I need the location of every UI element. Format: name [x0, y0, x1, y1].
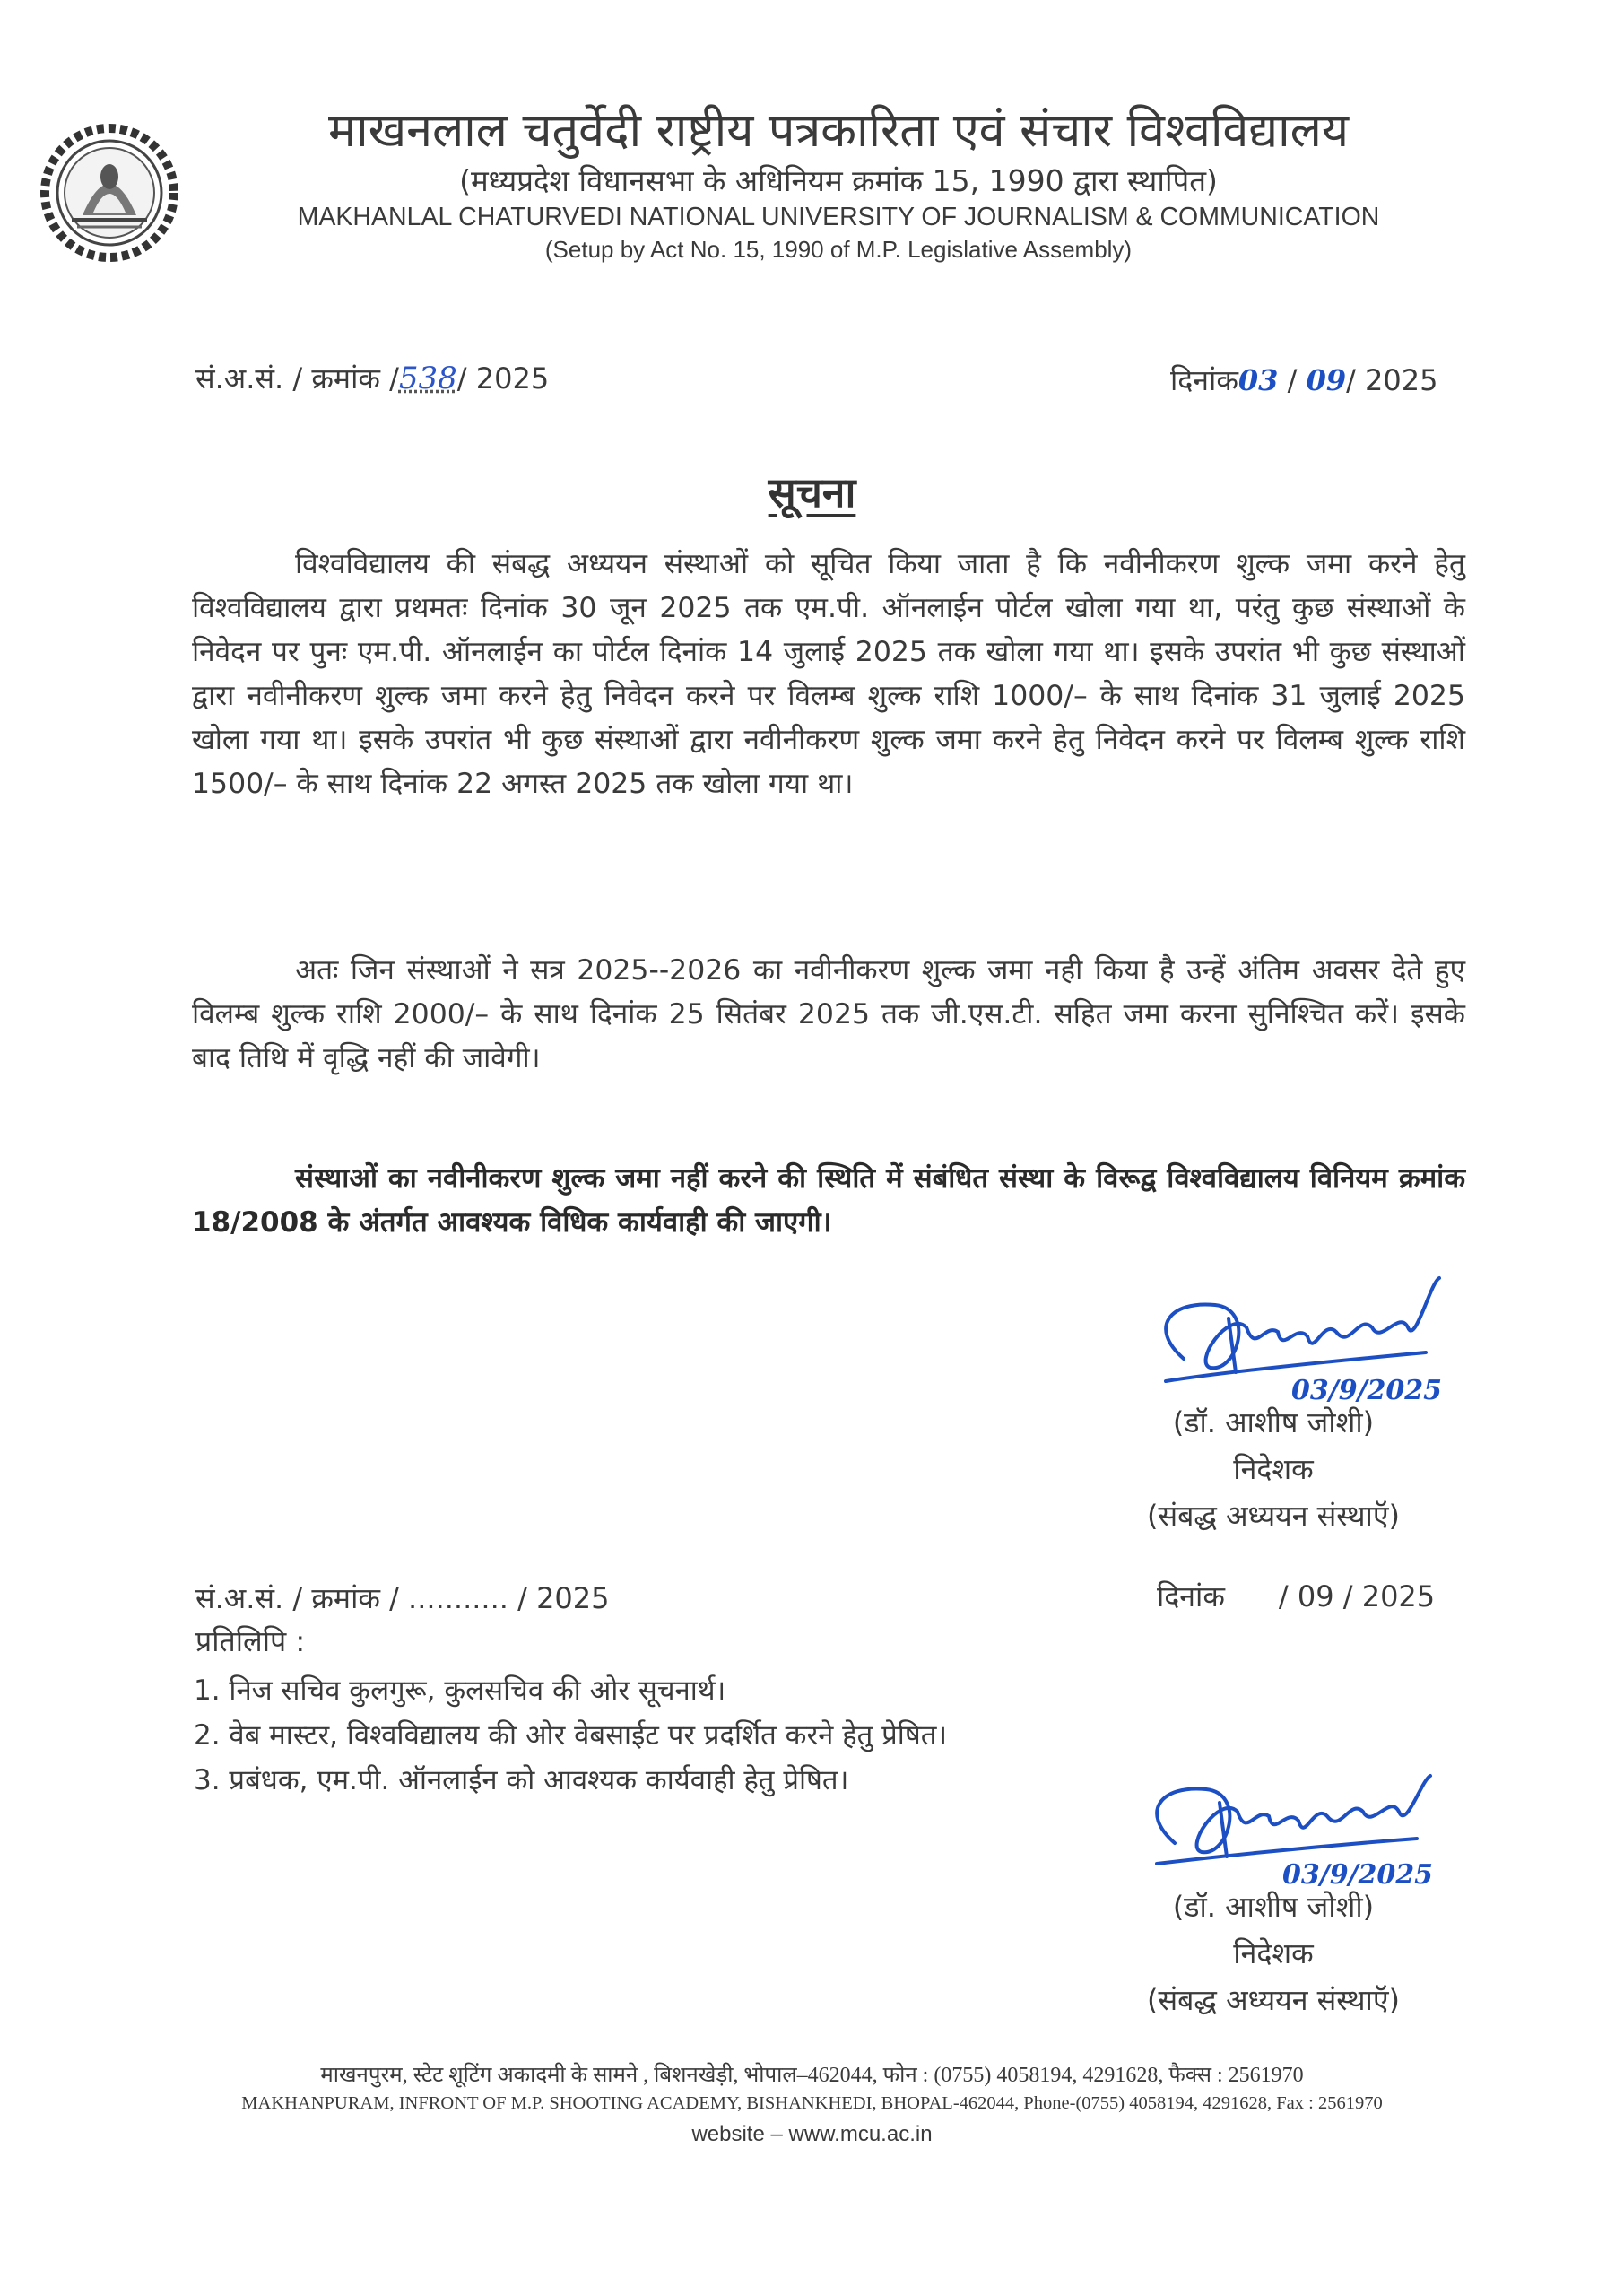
reference-date: दिनांक03 / 09/ 2025 — [1170, 363, 1438, 397]
reference-prefix: सं.अ.सं. / क्रमांक / — [195, 361, 399, 396]
copy-date — [1157, 1577, 1435, 1615]
footer-address-english: MAKHANPURAM, INFRONT OF M.P. SHOOTING ACADEMY, BISHANKHEDI, BHOPAL-462044, Phone-(0755) 4058194, 4291628, Fax : 2561970 — [241, 2093, 1383, 2113]
reference-suffix: / 2025 — [456, 361, 550, 396]
university-name-hindi: माखनलाल चतुर्वेदी राष्ट्रीय पत्रकारिता एवं संचार विश्वविद्यालय — [328, 104, 1349, 158]
copy-item: 3. प्रबंधक, एम.पी. ऑनलाईन को आवश्यक कार्यवाही हेतु प्रेषित। — [194, 1764, 849, 1796]
university-logo — [38, 103, 181, 283]
copy-list — [194, 1668, 947, 1803]
footer-website: website – www.mcu.ac.in — [691, 2122, 933, 2146]
copy-date-label: दिनांक — [1157, 1579, 1225, 1613]
signature-2-handwritten-date: 03/9/2025 — [1282, 1859, 1434, 1891]
notice-title: सूचना — [768, 468, 856, 517]
reference-handwritten-number: 538 — [398, 361, 457, 396]
signatory-name: (डॉ. आशीष जोशी) — [1172, 1890, 1375, 1924]
signatory-block-1 — [1103, 1399, 1444, 1539]
university-name-english: MAKHANLAL CHATURVEDI NATIONAL UNIVERSITY OF JOURNALISM & COMMUNICATION — [297, 203, 1380, 231]
date-month-handwritten: 09 — [1306, 363, 1347, 397]
copy-heading: प्रतिलिपि : — [195, 1624, 306, 1658]
signatory-block-2 — [1103, 1883, 1444, 2023]
copy-reference-number: सं.अ.सं. / क्रमांक / ........... / 2025 — [195, 1581, 610, 1615]
copy-date-value: / 09 / 2025 — [1278, 1579, 1436, 1613]
date-year: / 2025 — [1346, 363, 1438, 397]
signature-handwritten-date: 03/9/2025 — [1291, 1375, 1443, 1406]
university-subtitle-hindi: (मध्यप्रदेश विधानसभा के अधिनियम क्रमांक 15, 1990 द्वारा स्थापित) — [459, 163, 1218, 198]
reference-number — [195, 359, 549, 397]
footer-address-hindi: माखनपुरम, स्टेट शूटिंग अकादमी के सामने , बिशनखेड़ी, भोपाल–462044, फोन : (0755) 4058194, 4291628, फैक्स : 2561970 — [320, 2064, 1304, 2087]
signatory-department: (संबद्ध अध्ययन संस्थाऍ) — [1146, 1983, 1401, 2017]
signatory-designation: निदेशक — [1233, 1936, 1314, 1970]
notice-paragraph-1: विश्वविद्यालय की संबद्ध अध्ययन संस्थाओं को सूचित किया जाता है कि नवीनीकरण शुल्क जमा करने हेतु विश्वविद्यालय द्वारा प्रथमतः दिनांक 30 जून 2025 तक एम.पी. ऑनलाईन पोर्टल खोला गया था, परंतु कुछ संस्थाओं के निवेदन पर पुनः एम.पी. ऑनलाईन का पोर्टल दिनांक 14 जुलाई 2025 तक खोला गया था। इसके उपरांत भी कुछ संस्थाओं द्वारा नवीनीकरण शुल्क जमा करने हेतु निवेदन करने पर विलम्ब शुल्क राशि 1000/– के साथ दिनांक 31 जुलाई 2025 खोला गया था। इसके उपरांत भी कुछ संस्थाओं द्वारा नवीनीकरण शुल्क जमा करने हेतु निवेदन करने पर विलम्ब शुल्क राशि 1500/– के साथ दिनांक 22 अगस्त 2025 तक खोला गया था। — [192, 548, 1465, 800]
university-seal-icon — [38, 103, 181, 283]
notice-paragraph-2: अतः जिन संस्थाओं ने सत्र 2025--2026 का नवीनीकरण शुल्क जमा नही किया है उन्हें अंतिम अवसर देते हुए विलम्ब शुल्क राशि 2000/– के साथ दिनांक 25 सितंबर 2025 तक जी.एस.टी. सहित जमा करना सुनिश्चित करें। इसके बाद तिथि में वृद्धि नहीं की जावेगी। — [192, 954, 1465, 1074]
signatory-designation: निदेशक — [1233, 1452, 1314, 1486]
signatory-name: (डॉ. आशीष जोशी) — [1172, 1405, 1375, 1439]
notice-paragraph-warning: संस्थाओं का नवीनीकरण शुल्क जमा नहीं करने की स्थिति में संबंधित संस्था के विरूद्व विश्वविद्यालय विनियम क्रमांक 18/2008 के अंतर्गत आवश्यक विधिक कार्यवाही की जाएगी। — [192, 1162, 1465, 1239]
date-day-handwritten: 03 — [1238, 363, 1279, 397]
copy-item: 2. वेब मास्टर, विश्वविद्यालय की ओर वेबसाईट पर प्रदर्शित करने हेतु प्रेषित। — [194, 1719, 948, 1752]
copy-item: 1. निज सचिव कुलगुरू, कुलसचिव की ओर सूचनार्थ। — [194, 1674, 726, 1707]
signatory-department: (संबद्ध अध्ययन संस्थाऍ) — [1146, 1499, 1401, 1533]
university-subtitle-english: (Setup by Act No. 15, 1990 of M.P. Legislative Assembly) — [544, 236, 1133, 263]
date-label: दिनांक — [1170, 363, 1238, 397]
